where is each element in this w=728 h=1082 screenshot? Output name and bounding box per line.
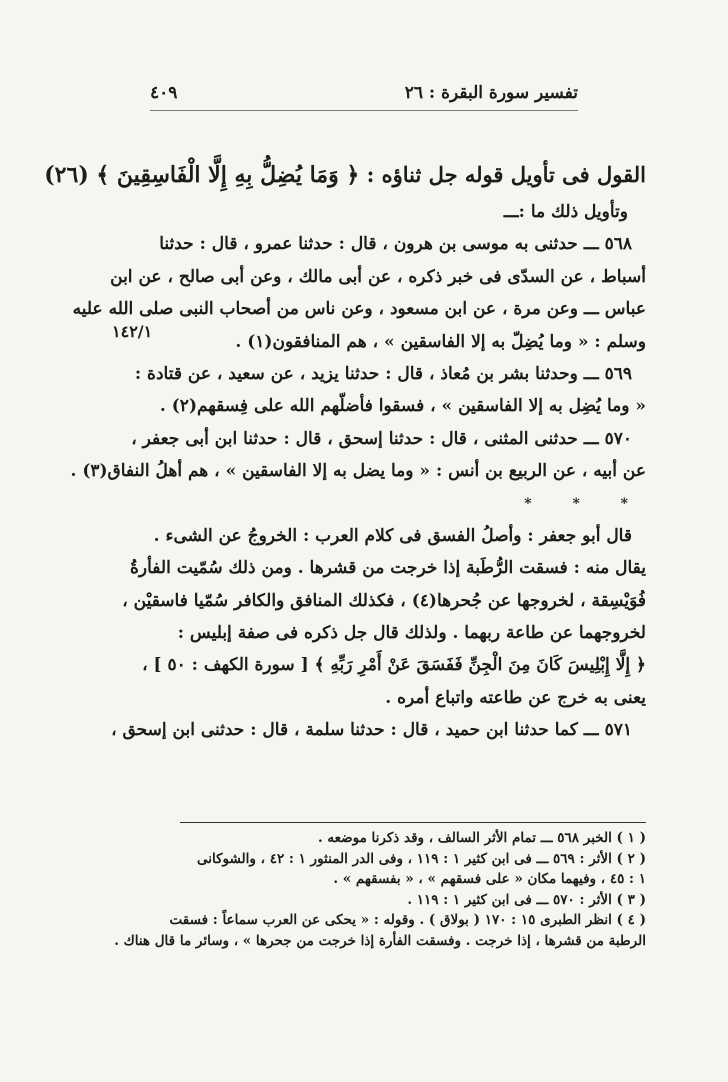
footnotes [84, 828, 646, 952]
text-line: ٥٦٨ ـــ حدثنى به موسى بن هرون ، قال : حدثنا عمرو ، قال : حدثنا [159, 234, 632, 255]
quran-quote-line: ﴿ إِلَّا إِبْلِيسَ كَانَ مِنَ الْجِنِّ فَفَسَقَ عَنْ أَمْرِ رَبِّهِ ﴾ [ سورة الكهف : ٥٠ ] ، [142, 655, 646, 676]
footnote-continuation: الرطبة من قشرها ، إذا خرجت . وفسقت الفأرة إذا خرجت من جحرها » ، وسائر ما قال هناك . [114, 932, 646, 949]
text-line: ٥٧٠ ـــ حدثنى المثنى ، قال : حدثنا إسحق ، قال : حدثنا ابن أبى جعفر ، [131, 428, 632, 449]
text-line: وتأويل ذلك ما :ـــ [503, 202, 628, 222]
text-line: يعنى به خرج عن طاعته واتباع أمره . [385, 687, 646, 708]
text-line: قال أبو جعفر : وأصلُ الفسق فى كلام العرب : الخروجُ عن الشىء . [153, 525, 632, 546]
body-text [70, 196, 646, 747]
text-line: لخروجهما عن طاعة ربهما . ولذلك قال جل ذكره فى صفة إبليس : [177, 623, 646, 644]
margin-reference: ١٤٢/١ [112, 322, 153, 341]
footnote: ( ٤ ) انظر الطبرى ١٥ : ١٧٠ ( بولاق ) . وقوله : « يحكى عن العرب سماعاً : فسقت [169, 912, 646, 929]
footnote: ( ١ ) الخبر ٥٦٨ ـــ تمام الأثر السالف ، وقد ذكرنا موضعه . [318, 830, 646, 846]
text-line: فُوَيْسِقة ، لخروجها عن جُحرها(٤) ، فكذلك المنافق والكافر سُمّيا فاسقيْن ، [122, 590, 646, 611]
page-header [150, 78, 578, 108]
footnote: ( ٢ ) الأثر : ٥٦٩ ـــ فى ابن كثير ١ : ١١٩ ، وفى الدر المنثور ١ : ٤٢ ، والشوكانى [196, 850, 646, 867]
running-title: تفسير سورة البقرة : ٢٦ [404, 83, 578, 103]
text-line: أسباط ، عن السدّى فى خبر ذكره ، عن أبى مالك ، وعن أبى صالح ، عن ابن [110, 266, 646, 287]
section-heading [44, 155, 646, 195]
section-separator: * * * [524, 495, 646, 512]
heading-prefix: القول فى تأويل قوله جل ثناؤه : [366, 162, 646, 187]
footnote-rule [180, 822, 646, 823]
text-line: وسلم : « وما يُضِلّ به إلا الفاسقين » ، هم المنافقون(١) . [235, 331, 646, 352]
footnote: ( ٣ ) الأثر : ٥٧٠ ـــ فى ابن كثير ١ : ١١٩ . [407, 891, 646, 908]
text-line: عباس ـــ وعن مرة ، عن ابن مسعود ، وعن ناس من أصحاب النبى صلى الله عليه [72, 299, 646, 320]
text-line: « وما يُضِل به إلا الفاسقين » ، فسقوا فأضلّهم الله على فِسقهم(٢) . [159, 396, 646, 417]
text-line: ٥٦٩ ـــ وحدثنا بشر بن مُعاذ ، قال : حدثنا يزيد ، عن سعيد ، عن قتادة : [134, 363, 632, 384]
footnote-continuation: ١ : ٤٥ ، وفيهما مكان « على فسقهم » ، « بفسقهم » . [333, 871, 646, 888]
heading-quran-quote: ﴿ وَمَا يُضِلُّ بِهِ إِلَّا الْفَاسِقِينَ ﴾ (٢٦) [44, 162, 360, 188]
text-line: ٥٧١ ـــ كما حدثنا ابن حميد ، قال : حدثنا سلمة ، قال : حدثنى ابن إسحق ، [111, 720, 632, 741]
text-line: عن أبيه ، عن الربيع بن أنس : « وما يضل به إلا الفاسقين » ، هم أهلُ النفاق(٣) . [70, 461, 646, 482]
page-number: ٤٠٩ [150, 83, 178, 103]
text-line: يقال منه : فسقت الرُّطَبة إذا خرجت من قشرها . ومن ذلك سُمّيت الفأرةُ [130, 558, 646, 579]
header-rule [150, 110, 578, 111]
